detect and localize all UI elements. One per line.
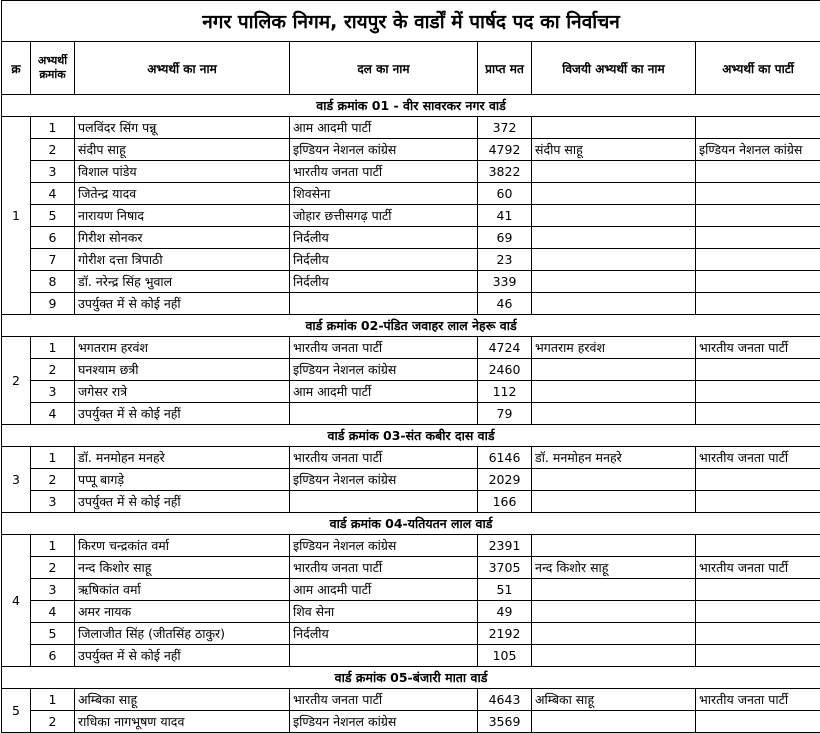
winner-name-cell: [532, 491, 696, 513]
candidate-name-cell: अमर नायक: [75, 601, 290, 623]
party-name-cell: निर्दलीय: [290, 249, 478, 271]
winner-name-cell: [532, 271, 696, 293]
votes-cell: 46: [478, 293, 532, 315]
winner-party-cell: इण्डियन नेशनल कांग्रेस: [696, 139, 820, 161]
party-name-cell: इण्डियन नेशनल कांग्रेस: [290, 711, 478, 733]
party-name-cell: [290, 645, 478, 667]
candidate-name-cell: उपर्युक्त में से कोई नहीं: [75, 645, 290, 667]
winner-name-cell: [532, 623, 696, 645]
winner-name-cell: [532, 227, 696, 249]
ward-heading: वार्ड क्रमांक 04-यतियतन लाल वार्ड: [2, 513, 820, 535]
candidate-no-cell: 1: [31, 337, 75, 359]
winner-party-cell: [696, 117, 820, 139]
votes-cell: 2029: [478, 469, 532, 491]
winner-name-cell: संदीप साहू: [532, 139, 696, 161]
party-name-cell: भारतीय जनता पार्टी: [290, 161, 478, 183]
candidate-no-cell: 6: [31, 227, 75, 249]
winner-name-cell: अम्बिका साहू: [532, 689, 696, 711]
votes-cell: 4792: [478, 139, 532, 161]
votes-cell: 3705: [478, 557, 532, 579]
votes-cell: 339: [478, 271, 532, 293]
candidate-name-cell: भगतराम हरवंश: [75, 337, 290, 359]
candidate-no-cell: 6: [31, 645, 75, 667]
winner-party-cell: [696, 491, 820, 513]
candidate-name-cell: किरण चन्द्रकांत वर्मा: [75, 535, 290, 557]
winner-name-cell: [532, 711, 696, 733]
party-name-cell: भारतीय जनता पार्टी: [290, 689, 478, 711]
candidate-name-cell: उपर्युक्त में से कोई नहीं: [75, 403, 290, 425]
candidate-no-cell: 1: [31, 447, 75, 469]
votes-cell: 41: [478, 205, 532, 227]
party-name-cell: [290, 491, 478, 513]
winner-name-cell: [532, 183, 696, 205]
winner-party-cell: [696, 359, 820, 381]
winner-party-cell: [696, 403, 820, 425]
results-body: [2, 95, 820, 733]
winner-name-cell: [532, 381, 696, 403]
winner-party-cell: भारतीय जनता पार्टी: [696, 337, 820, 359]
ward-heading-row: [2, 315, 820, 337]
table-row: [2, 711, 820, 733]
candidate-no-cell: 8: [31, 271, 75, 293]
header-sno: क्र: [2, 42, 31, 95]
ward-heading: वार्ड क्रमांक 05-बंजारी माता वार्ड: [2, 667, 820, 689]
candidate-no-cell: 4: [31, 403, 75, 425]
votes-cell: 51: [478, 579, 532, 601]
candidate-no-cell: 3: [31, 161, 75, 183]
candidate-name-cell: संदीप साहू: [75, 139, 290, 161]
candidate-no-cell: 2: [31, 711, 75, 733]
candidate-no-cell: 2: [31, 359, 75, 381]
winner-name-cell: [532, 645, 696, 667]
votes-cell: 69: [478, 227, 532, 249]
winner-party-cell: [696, 293, 820, 315]
winner-name-cell: [532, 249, 696, 271]
winner-name-cell: [532, 579, 696, 601]
votes-cell: 4643: [478, 689, 532, 711]
winner-party-cell: भारतीय जनता पार्टी: [696, 689, 820, 711]
party-name-cell: आम आदमी पार्टी: [290, 579, 478, 601]
winner-name-cell: भगतराम हरवंश: [532, 337, 696, 359]
table-row: [2, 579, 820, 601]
votes-cell: 79: [478, 403, 532, 425]
table-row: [2, 337, 820, 359]
table-row: [2, 293, 820, 315]
party-name-cell: शिव सेना: [290, 601, 478, 623]
table-row: [2, 139, 820, 161]
table-row: [2, 447, 820, 469]
header-winner-name: विजयी अभ्यर्थी का नाम: [532, 42, 696, 95]
candidate-name-cell: डॉ. नरेन्द्र सिंह भुवाल: [75, 271, 290, 293]
table-row: [2, 381, 820, 403]
votes-cell: 3822: [478, 161, 532, 183]
table-row: [2, 491, 820, 513]
votes-cell: 3569: [478, 711, 532, 733]
ward-serial: 5: [2, 689, 31, 733]
candidate-no-cell: 2: [31, 557, 75, 579]
party-name-cell: निर्दलीय: [290, 227, 478, 249]
candidate-no-cell: 2: [31, 139, 75, 161]
votes-cell: 4724: [478, 337, 532, 359]
candidate-no-cell: 3: [31, 491, 75, 513]
table-row: [2, 183, 820, 205]
candidate-name-cell: नारायण निषाद: [75, 205, 290, 227]
candidate-no-cell: 9: [31, 293, 75, 315]
table-row: [2, 161, 820, 183]
party-name-cell: निर्दलीय: [290, 271, 478, 293]
candidate-name-cell: गिरीश सोनकर: [75, 227, 290, 249]
winner-party-cell: [696, 161, 820, 183]
votes-cell: 23: [478, 249, 532, 271]
party-name-cell: शिवसेना: [290, 183, 478, 205]
header-candidate-party: अभ्यर्थी का पार्टी: [696, 42, 820, 95]
ward-heading-row: [2, 425, 820, 447]
table-row: [2, 645, 820, 667]
winner-name-cell: [532, 293, 696, 315]
winner-party-cell: [696, 623, 820, 645]
candidate-no-cell: 3: [31, 579, 75, 601]
votes-cell: 2391: [478, 535, 532, 557]
table-row: [2, 117, 820, 139]
party-name-cell: आम आदमी पार्टी: [290, 117, 478, 139]
header-candidate-name: अभ्यर्थी का नाम: [75, 42, 290, 95]
party-name-cell: इण्डियन नेशनल कांग्रेस: [290, 139, 478, 161]
candidate-name-cell: घनश्याम छत्री: [75, 359, 290, 381]
candidate-name-cell: जगेसर रात्रे: [75, 381, 290, 403]
candidate-no-cell: 1: [31, 535, 75, 557]
header-party-name: दल का नाम: [290, 42, 478, 95]
votes-cell: 105: [478, 645, 532, 667]
candidate-name-cell: विशाल पांडेय: [75, 161, 290, 183]
party-name-cell: निर्दलीय: [290, 623, 478, 645]
candidate-no-cell: 4: [31, 601, 75, 623]
table-row: [2, 535, 820, 557]
party-name-cell: इण्डियन नेशनल कांग्रेस: [290, 535, 478, 557]
ward-heading: वार्ड क्रमांक 03-संत कबीर दास वार्ड: [2, 425, 820, 447]
candidate-name-cell: उपर्युक्त में से कोई नहीं: [75, 491, 290, 513]
winner-party-cell: भारतीय जनता पार्टी: [696, 447, 820, 469]
candidate-no-cell: 4: [31, 183, 75, 205]
ward-heading: वार्ड क्रमांक 01 - वीर सावरकर नगर वार्ड: [2, 95, 820, 117]
candidate-name-cell: पप्पू बागड़े: [75, 469, 290, 491]
candidate-name-cell: अम्बिका साहू: [75, 689, 290, 711]
winner-party-cell: [696, 381, 820, 403]
page-title: नगर पालिक निगम, रायपुर के वार्डों में पार्षद पद का निर्वाचन: [2, 1, 820, 42]
header-candidate-no-line1: अभ्यर्थी: [38, 54, 67, 67]
winner-name-cell: [532, 403, 696, 425]
ward-serial: 3: [2, 447, 31, 513]
winner-party-cell: [696, 711, 820, 733]
winner-party-cell: [696, 205, 820, 227]
header-candidate-no-line2: क्रमांक: [39, 68, 65, 81]
header-candidate-no: [31, 42, 75, 95]
table-row: [2, 403, 820, 425]
ward-heading-row: [2, 95, 820, 117]
candidate-name-cell: डॉ. मनमोहन मनहरे: [75, 447, 290, 469]
table-row: [2, 359, 820, 381]
winner-name-cell: [532, 161, 696, 183]
winner-party-cell: [696, 535, 820, 557]
winner-name-cell: [532, 469, 696, 491]
ward-serial: 4: [2, 535, 31, 667]
party-name-cell: जोहार छत्तीसगढ़ पार्टी: [290, 205, 478, 227]
votes-cell: 49: [478, 601, 532, 623]
party-name-cell: भारतीय जनता पार्टी: [290, 337, 478, 359]
party-name-cell: [290, 403, 478, 425]
candidate-no-cell: 3: [31, 381, 75, 403]
votes-cell: 60: [478, 183, 532, 205]
ward-heading: वार्ड क्रमांक 02-पंडित जवाहर लाल नेहरू वार्ड: [2, 315, 820, 337]
candidate-name-cell: पलविंदर सिंग पन्नू: [75, 117, 290, 139]
table-row: [2, 557, 820, 579]
winner-name-cell: [532, 535, 696, 557]
table-row: [2, 689, 820, 711]
winner-party-cell: [696, 183, 820, 205]
ward-heading-row: [2, 667, 820, 689]
candidate-name-cell: गोरीश दत्ता त्रिपाठी: [75, 249, 290, 271]
candidate-no-cell: 1: [31, 689, 75, 711]
winner-party-cell: [696, 469, 820, 491]
winner-party-cell: [696, 645, 820, 667]
votes-cell: 372: [478, 117, 532, 139]
party-name-cell: भारतीय जनता पार्टी: [290, 447, 478, 469]
header-votes: प्राप्त मत: [478, 42, 532, 95]
table-row: [2, 601, 820, 623]
candidate-no-cell: 1: [31, 117, 75, 139]
ward-serial: 2: [2, 337, 31, 425]
winner-name-cell: [532, 601, 696, 623]
winner-party-cell: [696, 579, 820, 601]
winner-name-cell: [532, 359, 696, 381]
election-results-table: [1, 0, 820, 733]
candidate-no-cell: 5: [31, 205, 75, 227]
ward-heading-row: [2, 513, 820, 535]
party-name-cell: भारतीय जनता पार्टी: [290, 557, 478, 579]
winner-party-cell: भारतीय जनता पार्टी: [696, 557, 820, 579]
votes-cell: 2460: [478, 359, 532, 381]
candidate-name-cell: राधिका नागभूषण यादव: [75, 711, 290, 733]
candidate-name-cell: जिलाजीत सिंह (जीतसिंह ठाकुर): [75, 623, 290, 645]
party-name-cell: आम आदमी पार्टी: [290, 381, 478, 403]
party-name-cell: इण्डियन नेशनल कांग्रेस: [290, 469, 478, 491]
winner-party-cell: [696, 249, 820, 271]
table-row: [2, 227, 820, 249]
winner-party-cell: [696, 271, 820, 293]
votes-cell: 166: [478, 491, 532, 513]
table-row: [2, 271, 820, 293]
candidate-no-cell: 2: [31, 469, 75, 491]
table-row: [2, 469, 820, 491]
winner-name-cell: नन्द किशोर साहू: [532, 557, 696, 579]
table-row: [2, 205, 820, 227]
candidate-no-cell: 5: [31, 623, 75, 645]
votes-cell: 112: [478, 381, 532, 403]
party-name-cell: [290, 293, 478, 315]
candidate-no-cell: 7: [31, 249, 75, 271]
winner-name-cell: [532, 117, 696, 139]
candidate-name-cell: ऋषिकांत वर्मा: [75, 579, 290, 601]
candidate-name-cell: उपर्युक्त में से कोई नहीं: [75, 293, 290, 315]
winner-name-cell: डॉ. मनमोहन मनहरे: [532, 447, 696, 469]
votes-cell: 6146: [478, 447, 532, 469]
winner-party-cell: [696, 227, 820, 249]
candidate-name-cell: नन्द किशोर साहू: [75, 557, 290, 579]
winner-name-cell: [532, 205, 696, 227]
votes-cell: 2192: [478, 623, 532, 645]
table-row: [2, 249, 820, 271]
candidate-name-cell: जितेन्द्र यादव: [75, 183, 290, 205]
winner-party-cell: [696, 601, 820, 623]
ward-serial: 1: [2, 117, 31, 315]
table-row: [2, 623, 820, 645]
party-name-cell: इण्डियन नेशनल कांग्रेस: [290, 359, 478, 381]
